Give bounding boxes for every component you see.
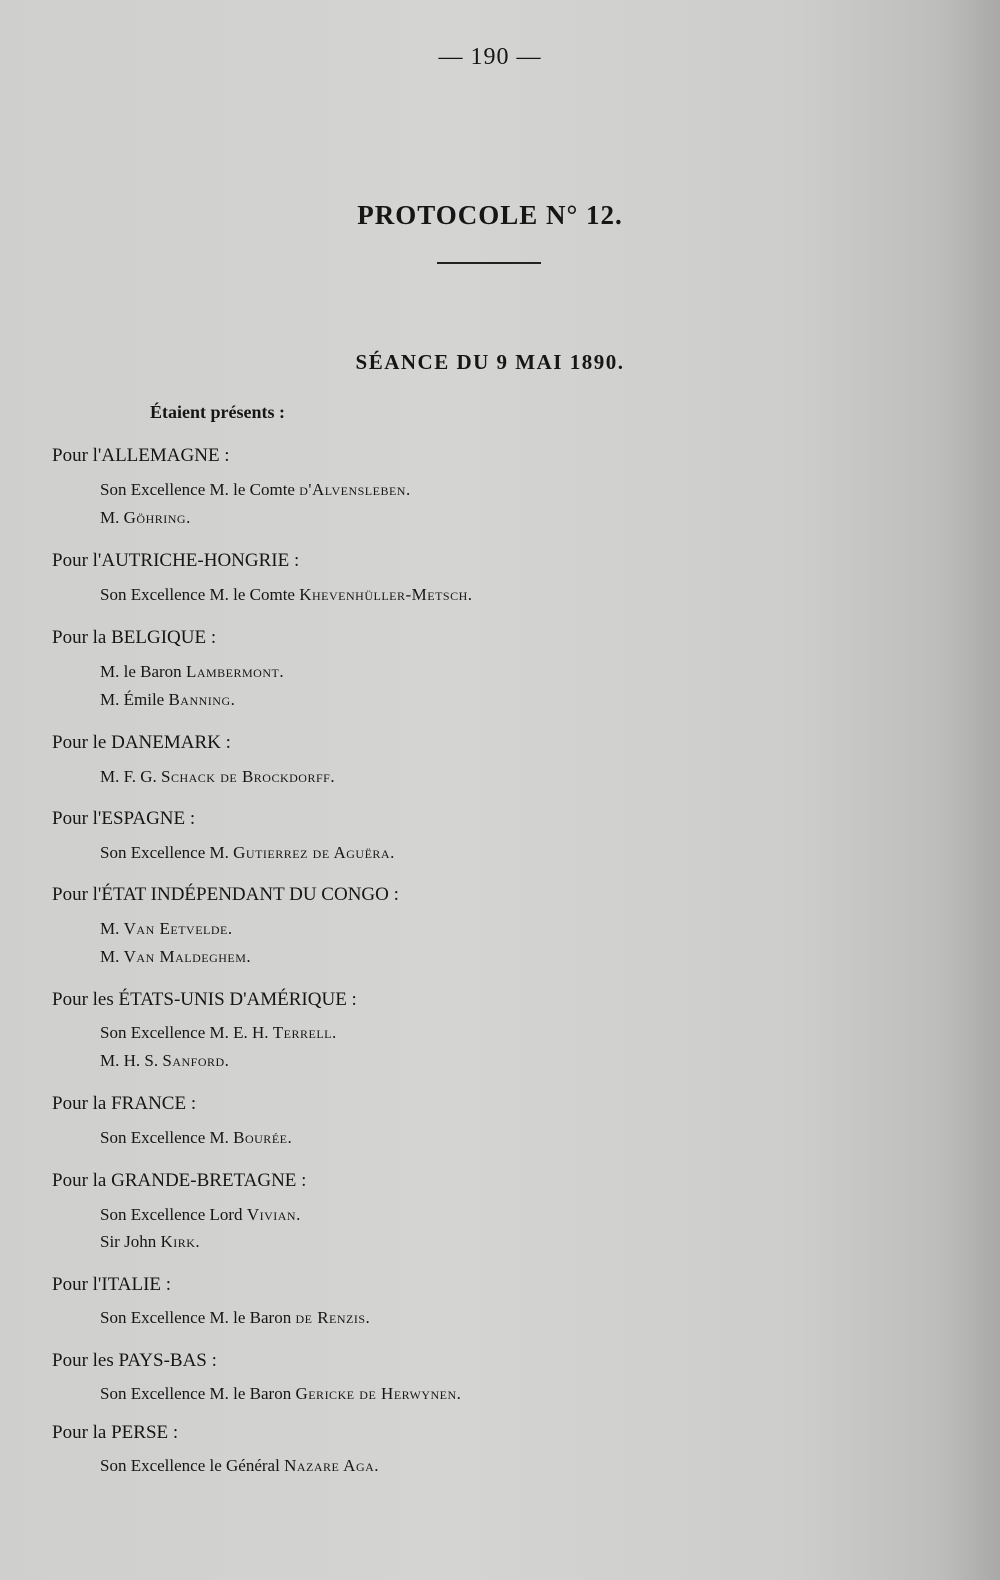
country-heading: Pour l'ESPAGNE : [52,808,196,829]
country-heading: Pour l'AUTRICHE-HONGRIE : [52,550,300,571]
delegate-line: M. Émile Banning. [100,690,236,709]
country-heading: Pour la FRANCE : [52,1093,197,1114]
delegate-line: Son Excellence M. le Comte Khevenhüller-Metsch. [100,585,473,604]
country-heading: Pour la BELGIQUE : [52,627,217,648]
attendees-intro: Étaient présents : [150,402,285,422]
delegate-line: Son Excellence le Général Nazare Aga. [100,1456,380,1475]
country-heading: Pour la PERSE : [52,1422,179,1443]
delegate-line: M. F. G. Schack de Brockdorff. [100,767,336,786]
delegate-line: Son Excellence M. Gutierrez de Aguëra. [100,843,395,862]
delegate-line: Son Excellence Lord Vivian. [100,1205,301,1224]
delegate-line: M. le Baron Lambermont. [100,662,285,681]
session-heading: SÉANCE DU 9 MAI 1890. [355,350,625,374]
country-heading: Pour les ÉTATS-UNIS D'AMÉRIQUE : [52,989,357,1010]
delegate-line: M. Van Maldeghem. [100,947,252,966]
delegate-line: M. H. S. Sanford. [100,1051,230,1070]
delegate-line: Son Excellence M. le Baron de Renzis. [100,1308,371,1327]
delegate-line: M. Göhring. [100,508,191,527]
country-heading: Pour les PAYS-BAS : [52,1350,217,1371]
delegate-line: M. Van Eetvelde. [100,919,233,938]
country-heading: Pour l'ITALIE : [52,1274,172,1295]
country-heading: Pour le DANEMARK : [52,732,231,753]
title-divider [437,262,541,264]
country-heading: Pour la GRANDE-BRETAGNE : [52,1170,307,1191]
delegate-line: Son Excellence M. Bourée. [100,1128,293,1147]
protocol-title: PROTOCOLE N° 12. [357,200,623,230]
delegate-line: Son Excellence M. le Baron Gericke de Herwynen. [100,1384,462,1403]
country-heading: Pour l'ALLEMAGNE : [52,445,230,466]
delegate-line: Sir John Kirk. [100,1232,201,1251]
delegate-line: Son Excellence M. le Comte d'Alvensleben. [100,480,411,499]
page-number: — 190 — [438,44,542,70]
delegate-line: Son Excellence M. E. H. Terrell. [100,1023,337,1042]
country-heading: Pour l'ÉTAT INDÉPENDANT DU CONGO : [52,884,399,905]
